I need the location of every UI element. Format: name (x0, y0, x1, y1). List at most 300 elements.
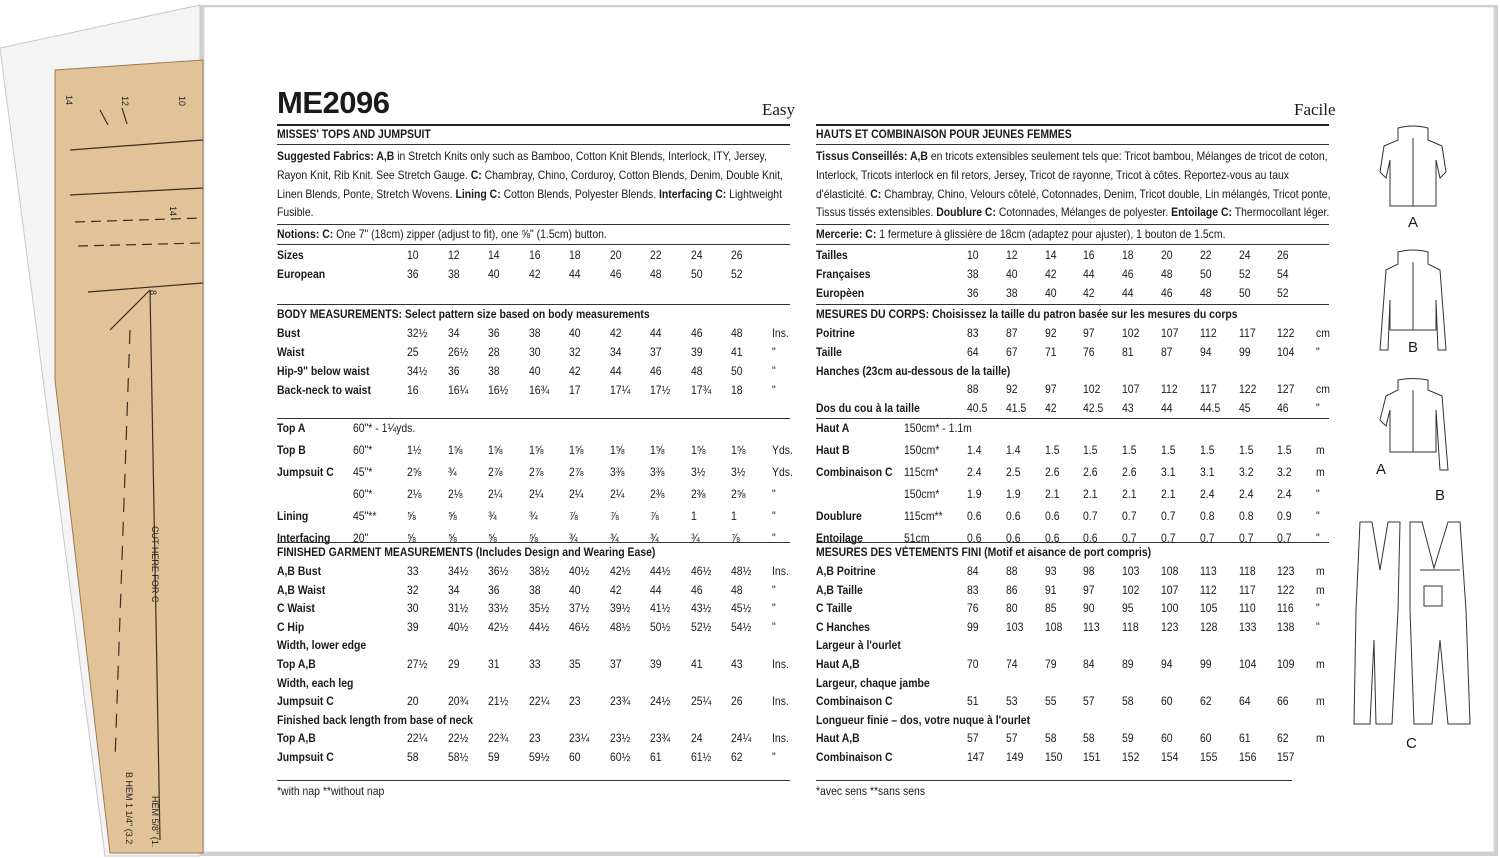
body-fr-cell: 92 (1044, 327, 1057, 340)
sizes-fr-cell: 24 (1238, 249, 1251, 262)
view-label-a: A (1408, 214, 1419, 231)
sizes-fr-cell: 36 (967, 287, 979, 300)
finished-en-cell: 37½ (569, 602, 590, 616)
finished-fr-cell: 117 (1238, 583, 1256, 597)
sizes-en-cell: 42 (528, 268, 541, 281)
sizes-fr-label: Tailles (816, 249, 848, 262)
finished-fr-cell: 60 (1161, 732, 1173, 746)
yardage-cell: 1.9 (1005, 488, 1021, 501)
body-en-label: Hip-9" below waist (277, 365, 370, 378)
body-en-cell: 16¾ (528, 384, 549, 397)
yardage-cell: 3½ (731, 466, 746, 479)
body-en-cell: 46 (690, 327, 703, 340)
finished-en-cell: 50½ (650, 620, 671, 634)
finished-fr-cell: m (1316, 565, 1325, 578)
finished-fr-cell: " (1316, 620, 1320, 634)
finished-fr-cell: 94 (1161, 658, 1173, 671)
body-en-cell: 26½ (447, 346, 468, 359)
finished-en-cell: 42½ (609, 565, 630, 578)
yardage-cell: 60"* (353, 444, 373, 457)
yardage-cell: ¾ (690, 532, 700, 545)
finished-fr-cell: 100 (1161, 602, 1179, 616)
notions-en-segment: Notions: C: (277, 228, 334, 241)
fabrics-line-en-segment: C: (470, 169, 482, 182)
yardage-cell: Yds. (771, 466, 793, 479)
yardage-cell: 0.7 (1161, 510, 1176, 523)
yardage-cell: 3.1 (1161, 466, 1176, 479)
yardage-label: Jumpsuit C (277, 466, 334, 479)
section-title-fr: HAUTS ET COMBINAISON POUR JEUNES FEMMES (816, 128, 1072, 141)
finished-fr-cell: 80 (1005, 602, 1018, 616)
yardage-cell: ⅞ (731, 532, 740, 545)
finished-fr-cell: 103 (1005, 620, 1024, 634)
body-fr-cell: 107 (1122, 383, 1140, 397)
yardage-label: Combinaison C (816, 466, 893, 479)
body-en-cell: 44 (609, 365, 622, 378)
yardage-cell: 2⅞ (569, 466, 584, 479)
body-fr-cell: 81 (1122, 345, 1134, 359)
body-fr-cell: 42 (1044, 402, 1057, 416)
body-fr-cell: 87 (1161, 345, 1173, 359)
yardage-cell: 1.5 (1083, 444, 1098, 457)
sizes-fr-label: Europèen (816, 287, 865, 300)
sizes-fr-cell: 38 (1005, 287, 1018, 300)
yardage-cell: ¾ (528, 510, 538, 523)
finished-en-cell: 34 (447, 583, 460, 597)
body-en-cell: 16½ (488, 384, 509, 397)
sizes-fr-cell: 52 (1238, 268, 1251, 281)
finished-fr-cell: 58 (1122, 695, 1134, 709)
sizes-fr-cell: 16 (1083, 249, 1096, 262)
yardage-cell: 60"* - 1¼yds. (353, 422, 416, 435)
tissue-marking-text: 12 (120, 96, 130, 107)
finished-en-cell: 24½ (650, 695, 671, 709)
yardage-cell: ⅝ (488, 532, 497, 545)
body-title-fr: MESURES DU CORPS: Choisissez la taille du patron basée sur les mesures du corps (816, 308, 1238, 321)
finished-en-label: Width, each leg (277, 676, 354, 690)
finished-fr-cell: 83 (967, 583, 979, 597)
fabrics-line-en-segment: Linen Blends, Ponte, Stretch Wovens. (277, 188, 456, 201)
yardage-cell: 0.7 (1277, 532, 1292, 545)
body-en-cell: " (771, 346, 776, 359)
finished-fr-cell: 128 (1199, 620, 1218, 634)
sizes-fr-cell: 50 (1238, 287, 1251, 300)
yardage-cell: 2.6 (1122, 466, 1137, 479)
finished-fr-cell: 58 (1044, 732, 1057, 746)
fabrics-line-fr-segment: Doublure C: (936, 206, 996, 219)
body-fr-cell: 41.5 (1005, 402, 1027, 416)
yardage-label: Doublure (816, 510, 862, 523)
finished-en-cell: 22¼ (528, 695, 549, 709)
yardage-cell: " (1316, 532, 1320, 545)
yardage-cell: 2⅜ (650, 488, 665, 501)
finished-fr-cell: m (1316, 695, 1325, 709)
body-fr-label: Poitrine (816, 327, 855, 340)
finished-en-cell: 36½ (488, 565, 509, 578)
sizes-fr-cell: 44 (1083, 268, 1096, 281)
body-en-cell: " (771, 365, 776, 378)
finished-en-cell: 23¼ (569, 732, 590, 746)
finished-en-cell: 40½ (569, 565, 590, 578)
finished-en-cell: 22¼ (407, 732, 428, 746)
yardage-cell: ⅝ (407, 532, 416, 545)
yardage-cell: 2¼ (609, 488, 625, 501)
body-fr-cell: 107 (1161, 327, 1179, 340)
sizes-en-cell: 50 (690, 268, 703, 281)
finished-en-cell: 20 (407, 695, 419, 709)
yardage-cell: m (1316, 466, 1325, 479)
finished-fr-label: A,B Poitrine (816, 565, 876, 578)
yardage-cell: 0.7 (1083, 510, 1098, 523)
yardage-cell: ¾ (488, 510, 497, 523)
yardage-cell: 1.5 (1277, 444, 1292, 457)
sizes-en-cell: 46 (609, 268, 622, 281)
yardage-cell: ¾ (447, 466, 457, 479)
yardage-cell: 1.5 (1161, 444, 1176, 457)
finished-en-cell: 40 (569, 583, 581, 597)
body-fr-cell: 112 (1161, 383, 1178, 397)
sizes-fr-cell: 54 (1277, 268, 1290, 281)
yardage-cell: 0.6 (967, 532, 982, 545)
fabrics-line-fr-segment: Entoilage C: (1171, 206, 1233, 219)
finished-fr-cell: 118 (1122, 620, 1139, 634)
yardage-cell: 2.6 (1083, 466, 1098, 479)
finished-en-cell: 44½ (650, 565, 671, 578)
yardage-cell: ⅝ (447, 532, 457, 545)
fabrics-line-fr-segment: Interlock, Tricots interlock en fil retors, Jersey, Tricot de rayonne, Tricot à côtes. Reportez-vous au taux (816, 169, 1290, 182)
top-a-b-back-icon (1380, 379, 1448, 471)
yardage-cell: ⅝ (528, 532, 538, 545)
body-fr-label: Dos du cou à la taille (816, 402, 920, 416)
sizes-en-cell: 40 (488, 268, 500, 281)
yardage-cell: 2⅛ (447, 488, 463, 501)
body-fr-cell: 127 (1277, 383, 1295, 397)
finished-fr-cell: 88 (1005, 565, 1018, 578)
yardage-cell: 60"* (353, 488, 373, 501)
body-fr-cell: " (1316, 402, 1320, 416)
yardage-cell: ⅞ (609, 510, 619, 523)
body-en-cell: 38 (528, 327, 541, 340)
finished-fr-label: C Hanches (816, 620, 870, 634)
finished-fr-cell: 79 (1044, 658, 1057, 671)
yardage-cell: 1⅝ (569, 444, 584, 457)
sizes-fr-cell: 46 (1161, 287, 1173, 300)
finished-fr-cell: 123 (1277, 565, 1295, 578)
body-en-cell: 38 (488, 365, 500, 378)
yardage-cell: 0.7 (1122, 532, 1137, 545)
yardage-cell: 1.9 (967, 488, 982, 501)
body-fr-label: Hanches (23cm au-dessous de la taille) (816, 364, 1011, 378)
finished-en-cell: 34½ (447, 565, 468, 578)
fabrics-line-fr-segment: Thermocollant léger. (1232, 206, 1330, 219)
sizes-fr-cell: 26 (1277, 249, 1290, 262)
sizes-en-cell: 18 (569, 249, 581, 262)
yardage-cell: " (771, 488, 776, 501)
finished-en-cell: 23¾ (609, 695, 630, 709)
yardage-cell: 1.5 (1044, 444, 1060, 457)
sizes-fr-cell: 46 (1122, 268, 1134, 281)
fabrics-line-en-segment: Chambray, Chino, Corduroy, Cotton Blends, Denim, Double Knit, (481, 169, 783, 182)
sizes-en-label: European (277, 268, 326, 281)
finished-en-cell: 39½ (609, 602, 630, 616)
fabrics-line-fr-segment: d'élasticité. (816, 188, 871, 201)
body-en-cell: 48 (731, 327, 743, 340)
body-en-cell: " (771, 384, 776, 397)
yardage-cell: ⅝ (407, 510, 416, 523)
finished-fr-cell: 118 (1238, 565, 1256, 578)
sizes-en-cell: 48 (650, 268, 662, 281)
finished-fr-cell: 109 (1277, 658, 1295, 671)
yardage-cell: 2.4 (1238, 488, 1254, 501)
body-fr-cell: 40.5 (967, 402, 988, 416)
notions-en-segment: One 7" (18cm) zipper (adjust to fit), one ⅝" (1.5cm) button. (333, 228, 607, 241)
sizes-en-cell: 14 (488, 249, 500, 262)
body-en-cell: 17½ (650, 384, 671, 397)
finished-fr-cell: 99 (967, 620, 979, 634)
body-en-cell: 40 (528, 365, 541, 378)
yardage-cell: 3.2 (1238, 466, 1254, 479)
finished-fr-cell: 86 (1005, 583, 1018, 597)
yardage-cell: 0.8 (1238, 510, 1254, 523)
finished-fr-cell: 76 (967, 602, 979, 616)
body-en-cell: 34 (609, 346, 622, 359)
sizes-fr-cell: 20 (1161, 249, 1173, 262)
finished-en-cell: 42 (609, 583, 622, 597)
finished-en-cell: 32 (407, 583, 419, 597)
body-en-cell: 37 (650, 346, 662, 359)
sizes-fr-cell: 22 (1199, 249, 1212, 262)
body-fr-cell: 102 (1122, 327, 1140, 340)
body-fr-cell: 117 (1238, 327, 1256, 340)
finished-en-label: Jumpsuit C (277, 695, 334, 709)
yardage-cell: 1⅝ (488, 444, 503, 457)
footnote-en: *with nap **without nap (277, 785, 385, 798)
fabrics-line-en-segment: Rayon Knit, Rib Knit. See Stretch Gauge. (277, 169, 471, 182)
finished-en-cell: 22½ (447, 732, 468, 746)
yardage-cell: 1 (690, 510, 697, 523)
finished-en-label: C Hip (277, 620, 305, 634)
finished-en-cell: 41½ (650, 602, 671, 616)
finished-en-cell: 33 (528, 658, 541, 671)
finished-fr-cell: 113 (1199, 565, 1217, 578)
finished-fr-cell: 107 (1161, 583, 1179, 597)
footnote-fr: *avec sens **sans sens (816, 785, 926, 798)
sizes-fr-cell: 14 (1044, 249, 1057, 262)
finished-en-cell: 23½ (609, 732, 630, 746)
finished-en-cell: " (771, 602, 776, 616)
finished-fr-cell: 84 (1083, 658, 1096, 671)
finished-en-cell: 25¼ (690, 695, 711, 709)
finished-fr-cell: 108 (1044, 620, 1063, 634)
body-fr-cell: 44 (1161, 402, 1173, 416)
finished-fr-cell: 123 (1161, 620, 1179, 634)
body-fr-cell: 87 (1005, 327, 1018, 340)
body-en-cell: 16¼ (447, 384, 468, 397)
yardage-cell: 0.6 (1083, 532, 1098, 545)
yardage-cell: 1⅝ (609, 444, 625, 457)
finished-fr-cell: 103 (1122, 565, 1140, 578)
top-a-short-sleeve-icon (1380, 126, 1446, 206)
yardage-label: Top A (277, 422, 306, 435)
yardage-cell: " (771, 532, 776, 545)
finished-fr-label: Combinaison C (816, 695, 893, 709)
yardage-cell: 1 (731, 510, 737, 523)
body-en-cell: 36 (447, 365, 460, 378)
tissue-marking-text: 8 (148, 290, 158, 296)
finished-en-cell: Ins. (771, 565, 789, 578)
finished-fr-cell: 113 (1083, 620, 1101, 634)
finished-en-cell: 40½ (447, 620, 468, 634)
finished-en-cell: 36 (488, 583, 500, 597)
finished-fr-cell: 89 (1122, 658, 1134, 671)
finished-fr-cell: 98 (1083, 565, 1096, 578)
yardage-cell: ⅝ (447, 510, 457, 523)
finished-en-cell: 44½ (528, 620, 549, 634)
finished-en-cell: 48 (731, 583, 743, 597)
finished-fr-cell: 147 (967, 751, 985, 764)
finished-en-cell: 61½ (690, 751, 711, 764)
finished-en-label: A,B Bust (277, 565, 322, 578)
finished-fr-cell: 51 (967, 695, 979, 709)
finished-en-cell: 43 (731, 658, 743, 671)
yardage-cell: 115cm* (904, 466, 939, 479)
body-en-cell: Ins. (771, 327, 789, 340)
finished-en-cell: 20¾ (447, 695, 468, 709)
yardage-label: Entoilage (816, 532, 863, 545)
finished-en-cell: 43½ (690, 602, 711, 616)
body-en-cell: 46 (650, 365, 662, 378)
yardage-cell: 3⅜ (609, 466, 625, 479)
yardage-cell: 0.9 (1277, 510, 1292, 523)
finished-en-cell: 48½ (609, 620, 630, 634)
yardage-cell: 51cm (904, 532, 930, 545)
yardage-cell: 1⅝ (650, 444, 665, 457)
yardage-cell: 150cm* (904, 488, 940, 501)
finished-en-label: Width, lower edge (277, 639, 367, 653)
finished-fr-cell: 97 (1083, 583, 1096, 597)
finished-en-cell: Ins. (771, 658, 789, 671)
finished-fr-cell: 138 (1277, 620, 1295, 634)
yardage-cell: 1½ (407, 444, 422, 457)
yardage-cell: 1.5 (1199, 444, 1215, 457)
yardage-cell: 2.6 (1044, 466, 1060, 479)
body-en-cell: 18 (731, 384, 743, 397)
body-en-cell: 40 (569, 327, 581, 340)
finished-en-cell: 61 (650, 751, 662, 764)
sizes-en-cell: 10 (407, 249, 419, 262)
finished-en-cell: 48½ (731, 565, 752, 578)
finished-en-cell: 24 (690, 732, 703, 746)
body-fr-cell: 43 (1122, 402, 1134, 416)
body-fr-cell: 112 (1199, 327, 1217, 340)
finished-en-cell: 39 (650, 658, 662, 671)
tissue-marking-text: 14 (64, 95, 74, 106)
finished-fr-cell: 156 (1238, 751, 1257, 764)
body-fr-cell: 122 (1277, 327, 1295, 340)
finished-en-label: Top A,B (277, 732, 316, 746)
fabrics-line-fr-segment: Tissus tissés extensibles. (816, 206, 937, 219)
yardage-cell: 2⅜ (690, 488, 706, 501)
yardage-cell: 0.6 (1044, 510, 1060, 523)
body-fr-cell: 88 (967, 383, 979, 397)
finished-fr-label: Largeur à l'ourlet (816, 639, 901, 653)
yardage-cell: 2.4 (967, 466, 982, 479)
finished-fr-cell: 112 (1199, 583, 1217, 597)
fabrics-line-en-segment: Suggested Fabrics: A,B (277, 150, 395, 163)
yardage-cell: 1.5 (1238, 444, 1254, 457)
finished-fr-label: Haut A,B (816, 732, 860, 746)
body-en-cell: 34 (447, 327, 460, 340)
yardage-cell: 3.2 (1277, 466, 1292, 479)
body-en-label: Bust (277, 327, 301, 340)
finished-fr-label: C Taille (816, 602, 853, 616)
body-en-cell: 28 (488, 346, 500, 359)
body-fr-cell: 94 (1199, 345, 1212, 359)
finished-en-cell: 26 (731, 695, 743, 709)
body-en-cell: 42 (569, 365, 581, 378)
yardage-cell: 1⅝ (447, 444, 463, 457)
finished-en-cell: 46 (690, 583, 703, 597)
finished-fr-cell: 58 (1083, 732, 1096, 746)
yardage-cell: 2.1 (1044, 488, 1060, 501)
body-en-cell: 44 (650, 327, 662, 340)
finished-en-cell: 27½ (407, 658, 428, 671)
sizes-en-cell: 52 (731, 268, 743, 281)
body-fr-cell: 102 (1083, 383, 1101, 397)
view-label-c: C (1406, 735, 1417, 752)
finished-fr-cell: 155 (1199, 751, 1218, 764)
finished-fr-cell: 152 (1122, 751, 1140, 764)
yardage-cell: 0.6 (1044, 532, 1060, 545)
body-fr-cell: cm (1316, 327, 1331, 340)
body-en-cell: 30 (528, 346, 541, 359)
body-en-cell: 42 (609, 327, 622, 340)
body-fr-cell: 99 (1238, 345, 1251, 359)
yardage-cell: 0.8 (1199, 510, 1215, 523)
yardage-cell: 2.1 (1083, 488, 1098, 501)
fabrics-line-en-segment: Interfacing C: (659, 188, 727, 201)
section-title-en: MISSES' TOPS AND JUMPSUIT (277, 128, 431, 141)
sizes-fr-cell: 12 (1005, 249, 1018, 262)
finished-en-cell: 58 (407, 751, 419, 764)
yardage-label: Top B (277, 444, 306, 457)
yardage-cell: 0.7 (1238, 532, 1254, 545)
body-fr-cell: 44.5 (1199, 402, 1221, 416)
finished-en-cell: 30 (407, 602, 419, 616)
body-en-cell: 16 (407, 384, 419, 397)
body-en-cell: 39 (690, 346, 703, 359)
sizes-en-cell: 26 (731, 249, 743, 262)
finished-en-cell: 39 (407, 620, 419, 634)
finished-fr-cell: 55 (1044, 695, 1057, 709)
yardage-cell: 1⅝ (731, 444, 746, 457)
finished-en-cell: 60 (569, 751, 581, 764)
finished-fr-label: Combinaison C (816, 751, 893, 764)
body-en-cell: 32½ (407, 327, 428, 340)
sizes-en-cell: 12 (447, 249, 460, 262)
finished-fr-cell: 60 (1161, 695, 1173, 709)
finished-fr-cell: 74 (1005, 658, 1018, 671)
sizes-en-cell: 24 (690, 249, 703, 262)
sizes-fr-cell: 10 (967, 249, 979, 262)
yardage-cell: 0.6 (1005, 532, 1021, 545)
finished-fr-cell: 66 (1277, 695, 1290, 709)
yardage-cell: 2¼ (528, 488, 544, 501)
tissue-marking-text: 14 (168, 206, 178, 217)
yardage-cell: m (1316, 444, 1325, 457)
sizes-en-cell: 22 (650, 249, 662, 262)
finished-en-cell: 44 (650, 583, 662, 597)
